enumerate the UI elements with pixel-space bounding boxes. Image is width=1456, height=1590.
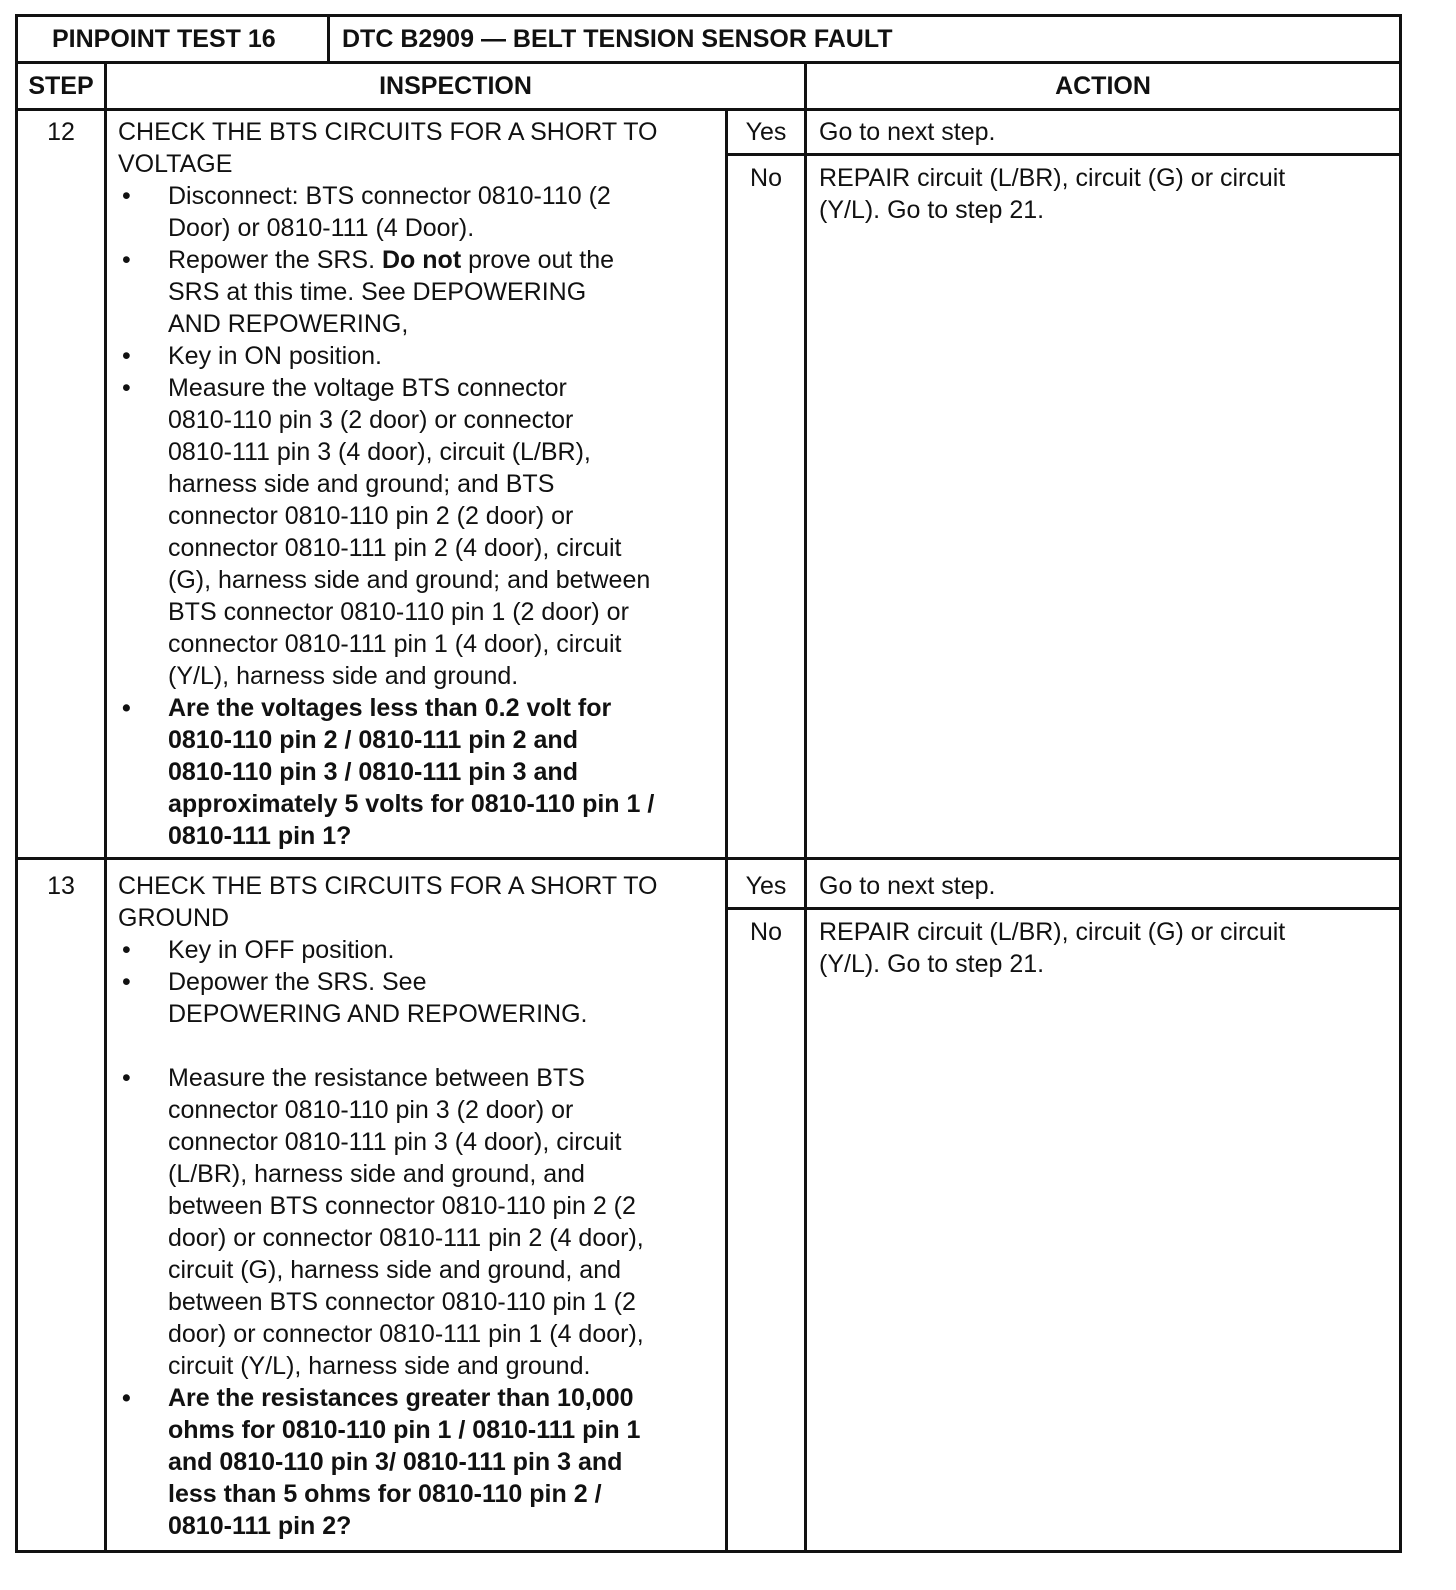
rule xyxy=(15,14,1402,17)
rule xyxy=(727,907,1402,910)
bullet-icon: • xyxy=(122,182,131,210)
spacer xyxy=(118,1030,718,1062)
list-item: • Repower the SRS. Do not prove out the SRS at this time. See DEPOWERING AND REPOWERING, xyxy=(122,246,615,338)
rule xyxy=(804,61,807,1553)
yes-action: Go to next step. xyxy=(819,872,996,900)
no-action: REPAIR circuit (L/BR), circuit (G) or circuit (Y/L). Go to step 21. xyxy=(819,918,1286,978)
no-label: No xyxy=(750,918,782,946)
col-step: STEP xyxy=(28,72,94,100)
rule xyxy=(1399,14,1402,1553)
step-heading: CHECK THE BTS CIRCUITS FOR A SHORT TO xyxy=(118,118,658,146)
step-heading: GROUND xyxy=(118,904,230,932)
inspection-bullets xyxy=(118,180,718,852)
rule xyxy=(725,108,728,1553)
list-item: • Measure the resistance between BTS connector 0810-110 pin 3 (2 door) or connector 0810-111 pin 3 (4 door), circuit (L/BR), harness side and ground, and between BTS connector 0810-110 pin 2 (2 door) or connector 0810-111 pin 2 (4 door), circuit (G), harness side and ground, and between BTS connector 0810-110 pin 1 (2 door) or connector 0810-111 pin 1 (4 door), circuit (Y/L), harness side and ground. xyxy=(122,1064,644,1380)
rule xyxy=(15,1550,1402,1553)
bullet-icon: • xyxy=(122,936,131,964)
rule xyxy=(15,14,18,1553)
list-item: • Key in OFF position. xyxy=(122,936,395,964)
step-number: 12 xyxy=(47,118,75,146)
list-item: • Measure the voltage BTS connector 0810-110 pin 3 (2 door) or connector 0810-111 pin 3 (4 door), circuit (L/BR), harness side and ground; and BTS connector 0810-110 pin 2 (2 door) or connector 0810-111 pin 2 (4 door), circuit (G), harness side and ground; and between BTS connector 0810-110 pin 1 (2 door) or connector 0810-111 pin 1 (4 door), circuit (Y/L), harness side and ground. xyxy=(122,374,651,690)
test-title: PINPOINT TEST 16 xyxy=(52,25,276,53)
yes-label: Yes xyxy=(745,872,787,900)
no-action: REPAIR circuit (L/BR), circuit (G) or circuit (Y/L). Go to step 21. xyxy=(819,164,1286,224)
rule xyxy=(727,153,1402,156)
bullet-icon: • xyxy=(122,342,131,370)
question-item: • Are the voltages less than 0.2 volt for 0810-110 pin 2 / 0810-111 pin 2 and 0810-110 pin 3 / 0810-111 pin 3 and approximately 5 volts for 0810-110 pin 1 / 0810-111 pin 1? xyxy=(122,694,655,850)
question-item: • Are the resistances greater than 10,000 ohms for 0810-110 pin 1 / 0810-111 pin 1 and 0810-110 pin 3/ 0810-111 pin 3 and less than 5 ohms for 0810-110 pin 2 / 0810-111 pin 2? xyxy=(122,1384,641,1540)
step-heading: CHECK THE BTS CIRCUITS FOR A SHORT TO xyxy=(118,872,658,900)
no-label: No xyxy=(750,164,782,192)
step-number: 13 xyxy=(47,872,75,900)
yes-label: Yes xyxy=(745,118,787,146)
bullet-icon: • xyxy=(122,374,131,402)
inspection-cell xyxy=(118,870,718,1542)
list-item: • Depower the SRS. See DEPOWERING AND REPOWERING. xyxy=(122,968,588,1028)
dtc-title: DTC B2909 — BELT TENSION SENSOR FAULT xyxy=(342,25,893,53)
col-inspection: INSPECTION xyxy=(379,72,532,100)
rule xyxy=(15,857,1402,860)
col-action: ACTION xyxy=(1055,72,1151,100)
rule xyxy=(15,61,1402,64)
rule xyxy=(104,61,107,1553)
inspection-bullets xyxy=(118,934,718,1542)
bullet-icon: • xyxy=(122,694,131,722)
list-item: • Key in ON position. xyxy=(122,342,382,370)
inspection-cell xyxy=(118,116,718,852)
rule xyxy=(15,108,1402,111)
step-heading: VOLTAGE xyxy=(118,150,233,178)
yes-action: Go to next step. xyxy=(819,118,996,146)
bullet-icon: • xyxy=(122,1064,131,1092)
bullet-icon: • xyxy=(122,1384,131,1412)
list-item: • Disconnect: BTS connector 0810-110 (2 Door) or 0810-111 (4 Door). xyxy=(122,182,611,242)
bullet-icon: • xyxy=(122,246,131,274)
bullet-icon: • xyxy=(122,968,131,996)
rule xyxy=(327,14,330,63)
